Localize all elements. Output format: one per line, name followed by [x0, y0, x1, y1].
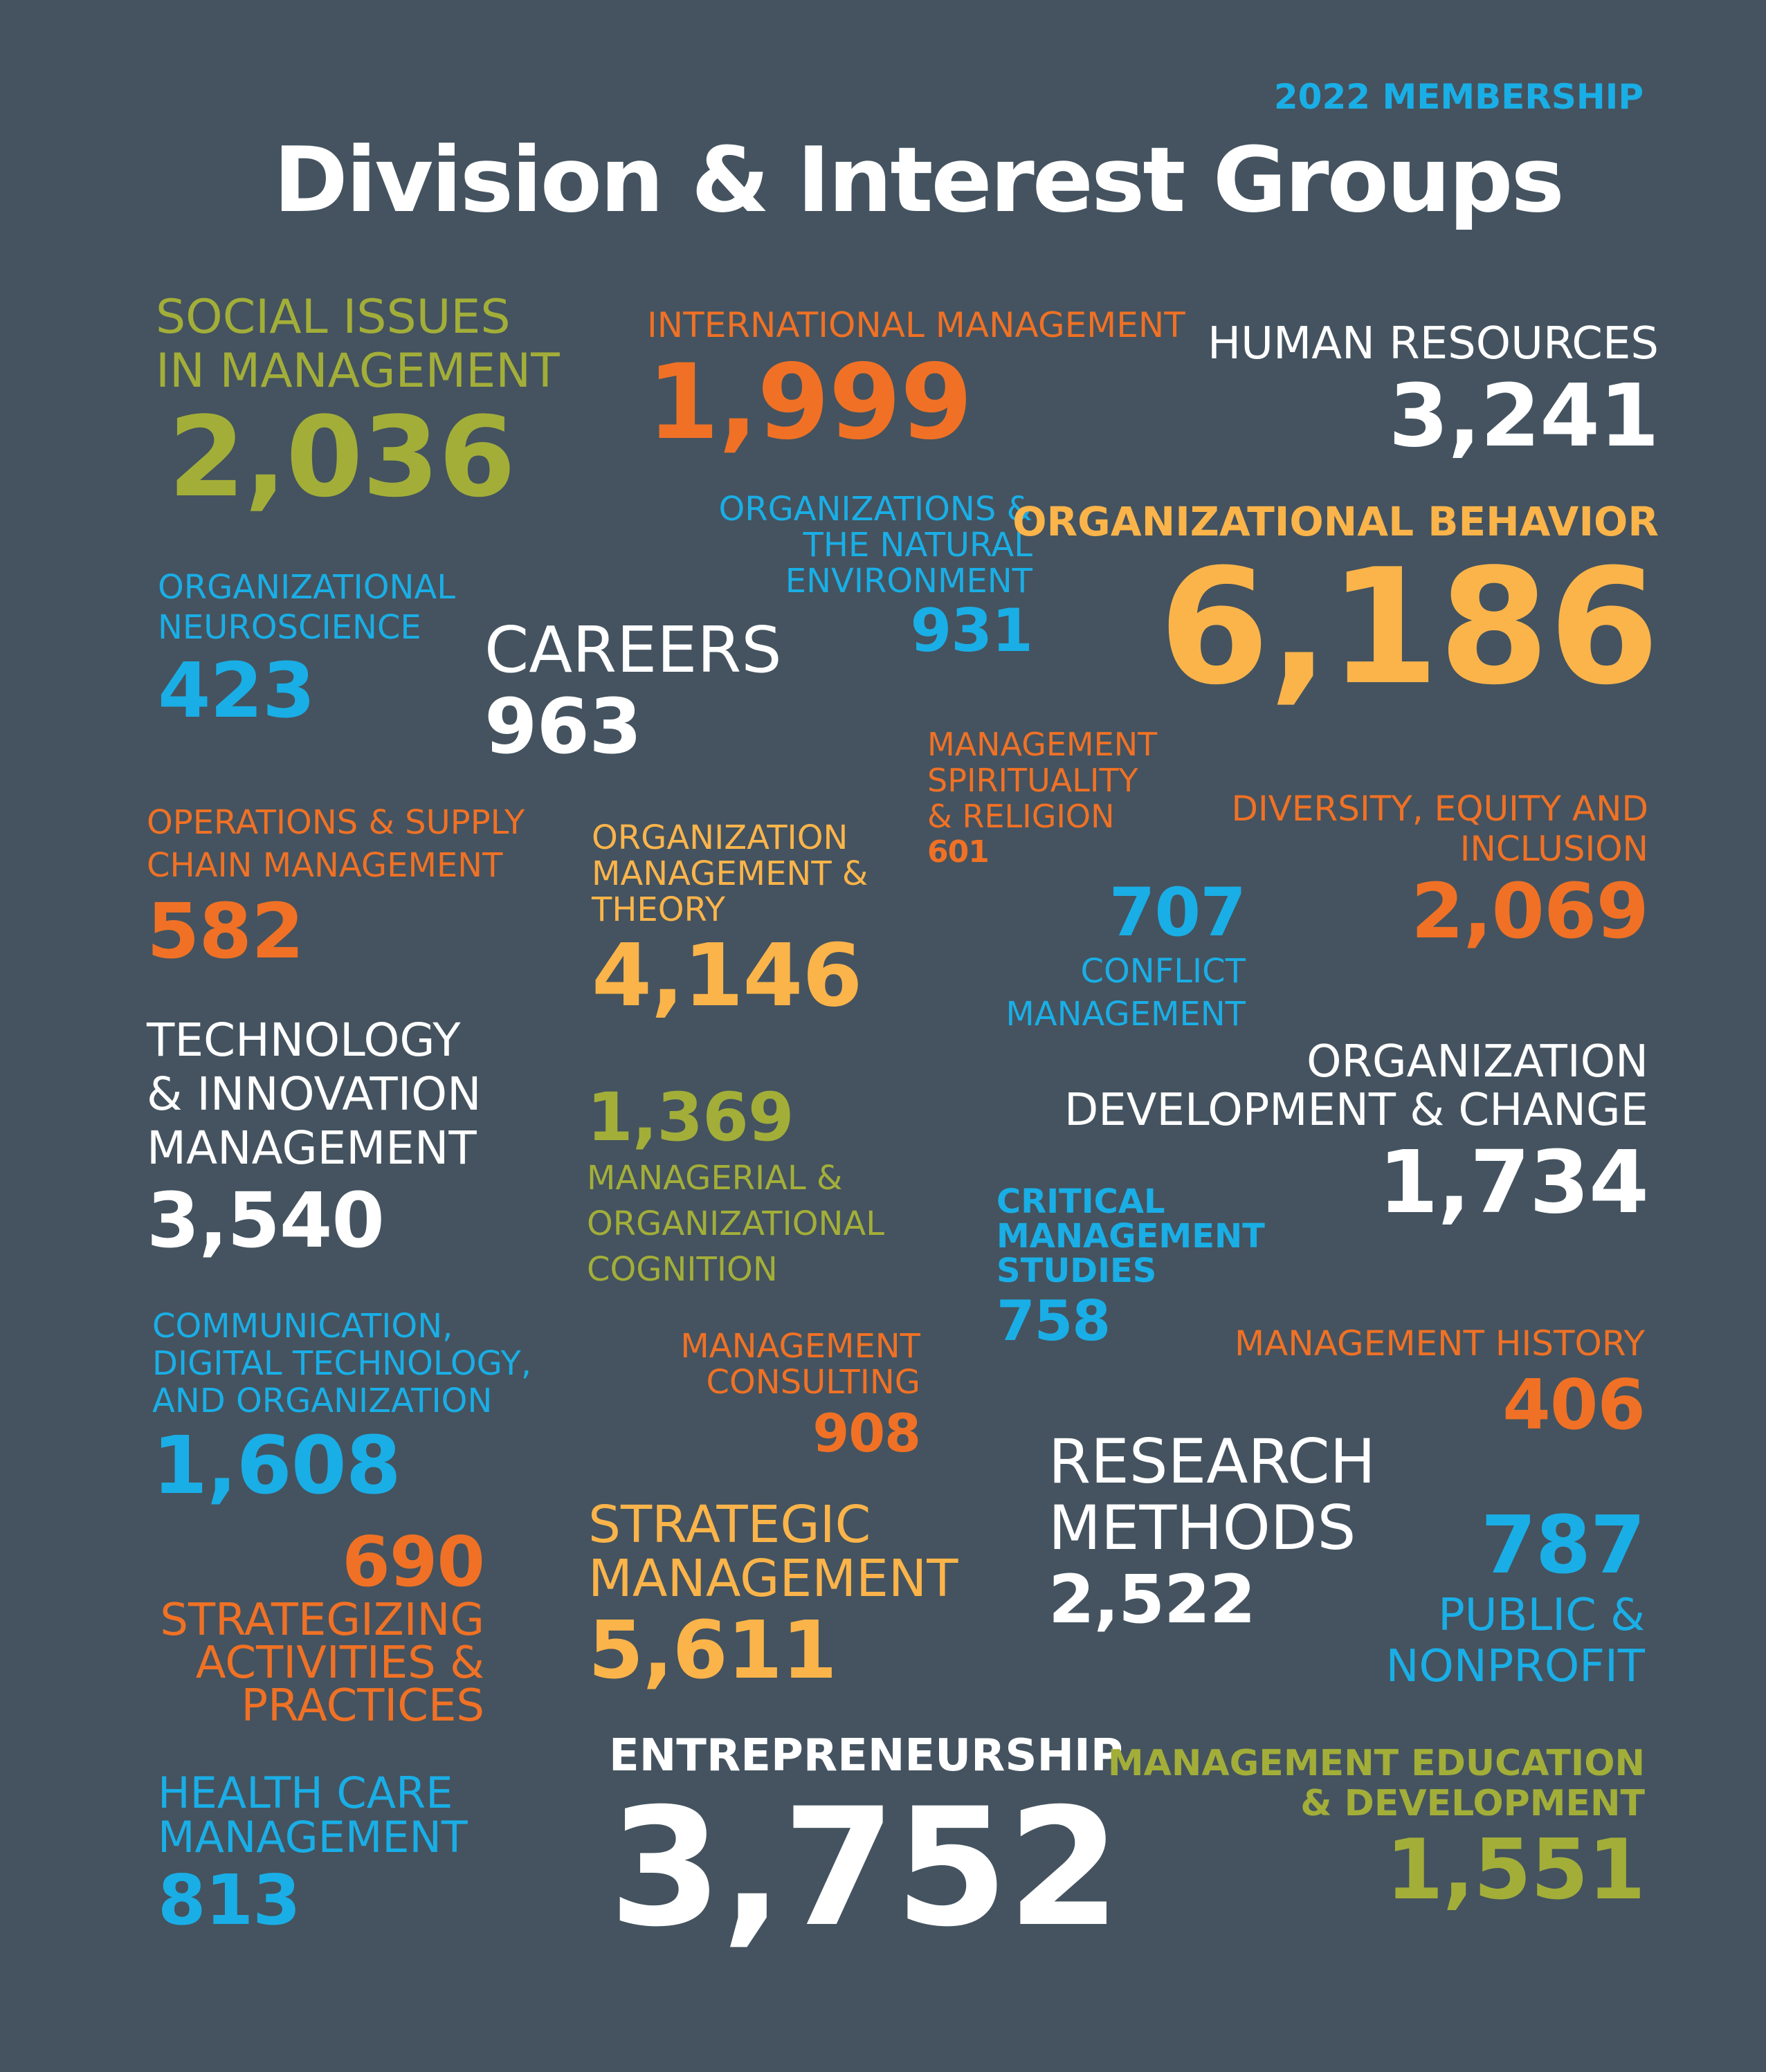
group-label: DEVELOPMENT & CHANGE	[1064, 1085, 1648, 1136]
group-label: MANAGEMENT	[927, 726, 1158, 763]
group-research-methods	[1048, 1426, 1376, 1638]
group-organizational-neuroscience	[158, 567, 455, 734]
group-label: TECHNOLOGY	[147, 1014, 461, 1067]
group-label: MANAGEMENT	[158, 1812, 468, 1862]
group-label: THEORY	[592, 890, 726, 929]
group-human-resources	[1208, 318, 1659, 466]
group-count: 813	[158, 1860, 300, 1941]
group-count: 2,522	[1048, 1561, 1255, 1638]
group-label: CRITICAL	[996, 1182, 1165, 1221]
group-label: HEALTH CARE	[158, 1768, 453, 1818]
group-count: 1,608	[152, 1420, 401, 1512]
group-label: MANAGERIAL &	[587, 1159, 843, 1198]
group-label: & DEVELOPMENT	[1300, 1783, 1645, 1824]
group-label: OPERATIONS & SUPPLY	[147, 803, 525, 842]
group-label: STRATEGIC	[588, 1495, 871, 1555]
group-international-management	[647, 304, 1185, 463]
group-count: 963	[484, 682, 641, 771]
group-health-care	[158, 1768, 468, 1941]
group-count: 5,611	[588, 1604, 837, 1697]
group-management-consulting	[680, 1328, 920, 1467]
group-strategic-management	[588, 1495, 958, 1697]
group-label: ORGANIZATION	[1307, 1036, 1648, 1088]
group-count: 3,752	[609, 1774, 1120, 1963]
group-count: 1,999	[647, 342, 972, 463]
group-label: MANAGEMENT &	[592, 854, 868, 893]
group-count: 3,540	[147, 1176, 384, 1265]
group-managerial-cognition	[587, 1079, 884, 1292]
group-label: CONSULTING	[706, 1363, 920, 1402]
group-count: 406	[1502, 1364, 1645, 1445]
group-label: RESEARCH	[1048, 1426, 1376, 1497]
group-conflict-management	[1005, 875, 1246, 1036]
group-label: ENTREPRENEURSHIP	[609, 1730, 1123, 1781]
group-label: ACTIVITIES &	[195, 1638, 484, 1689]
group-label: MANAGEMENT	[996, 1217, 1265, 1256]
group-label: MANAGEMENT	[680, 1327, 920, 1366]
group-label: & INNOVATION	[147, 1067, 482, 1121]
group-critical-management	[996, 1184, 1265, 1355]
group-label: MANAGEMENT EDUCATION	[1107, 1743, 1645, 1784]
group-label: CAREERS	[484, 613, 782, 687]
group-label: ORGANIZATIONAL BEHAVIOR	[1012, 498, 1659, 545]
group-label: INTERNATIONAL MANAGEMENT	[647, 305, 1185, 345]
group-count: 1,734	[1378, 1133, 1648, 1233]
group-label: COGNITION	[587, 1250, 778, 1289]
group-label: MANAGEMENT	[1005, 995, 1246, 1034]
group-operations-supply-chain	[147, 801, 525, 975]
group-careers	[484, 613, 782, 771]
page-title: Division & Interest Groups	[273, 127, 1563, 232]
group-count: 2,036	[168, 392, 516, 522]
group-label: MANAGEMENT	[147, 1121, 477, 1175]
group-label: DIVERSITY, EQUITY AND	[1231, 789, 1648, 829]
group-count: 1,551	[1385, 1822, 1645, 1918]
group-count: 908	[812, 1402, 920, 1464]
group-entrepreneurship	[609, 1730, 1123, 1963]
group-count: 931	[910, 596, 1032, 666]
group-count: 2,069	[1411, 867, 1648, 955]
group-count: 787	[1480, 1499, 1645, 1592]
group-label: MANAGEMENT HISTORY	[1234, 1323, 1645, 1364]
group-label: PUBLIC &	[1438, 1590, 1645, 1641]
group-label: STRATEGIZING	[160, 1595, 484, 1646]
group-label: DIGITAL TECHNOLOGY,	[152, 1344, 532, 1383]
group-count: 6,186	[1158, 535, 1659, 720]
group-label: PRACTICES	[241, 1680, 484, 1732]
group-count: 758	[996, 1289, 1110, 1353]
header-subtitle: 2022 MEMBERSHIP	[1273, 77, 1644, 117]
group-management-education	[1108, 1743, 1645, 1917]
group-label: ORGANIZATIONAL	[158, 568, 455, 607]
group-label: COMMUNICATION,	[152, 1307, 453, 1346]
group-communication-digital	[152, 1308, 531, 1513]
group-label: SPIRITUALITY	[927, 762, 1138, 799]
group-count: 707	[1109, 874, 1246, 951]
group-label: AND ORGANIZATION	[152, 1382, 493, 1420]
group-organization-theory	[592, 820, 868, 1025]
group-label: STUDIES	[996, 1252, 1157, 1290]
group-label: THE NATURAL	[803, 526, 1032, 565]
group-label: METHODS	[1048, 1492, 1356, 1564]
group-label: NONPROFIT	[1385, 1641, 1645, 1692]
group-count: 601	[927, 834, 989, 870]
group-label: HUMAN RESOURCES	[1208, 318, 1659, 369]
group-technology-innovation	[147, 1014, 482, 1265]
group-organizational-behavior	[1012, 498, 1659, 720]
group-count: 4,146	[592, 926, 862, 1026]
group-label: ORGANIZATION	[592, 818, 848, 857]
group-count: 3,241	[1388, 366, 1659, 466]
group-label: IN MANAGEMENT	[156, 344, 560, 398]
group-spirituality-religion	[927, 726, 1157, 870]
group-label: & RELIGION	[927, 798, 1115, 835]
group-label: SOCIAL ISSUES	[156, 290, 511, 345]
group-count: 582	[147, 887, 304, 975]
group-social-issues	[156, 290, 560, 522]
group-label: ORGANIZATIONAL	[587, 1204, 884, 1243]
group-label: INCLUSION	[1459, 829, 1648, 869]
group-label: ENVIRONMENT	[785, 562, 1032, 600]
group-public-nonprofit	[1386, 1501, 1645, 1692]
group-label: ORGANIZATIONS &	[718, 490, 1032, 529]
group-label: CONFLICT	[1080, 952, 1246, 991]
group-count: 423	[158, 646, 315, 735]
group-count: 690	[342, 1521, 484, 1602]
group-count: 1,369	[587, 1079, 794, 1156]
group-diversity-equity-inclusion	[1231, 789, 1648, 953]
group-label: MANAGEMENT	[588, 1549, 958, 1608]
group-label: NEUROSCIENCE	[158, 608, 421, 647]
group-strategizing-activities	[160, 1521, 484, 1732]
group-label: CHAIN MANAGEMENT	[147, 846, 503, 885]
